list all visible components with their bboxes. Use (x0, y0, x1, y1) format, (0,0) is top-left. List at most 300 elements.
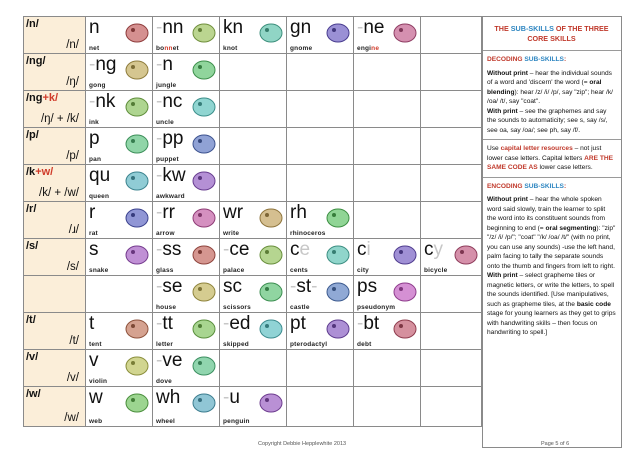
grapheme-part: - (89, 91, 96, 112)
example-word (357, 267, 369, 274)
example-word-part: tent (89, 341, 102, 348)
grapheme-part: i (366, 239, 371, 260)
grapheme-cell (153, 202, 220, 239)
example-word (223, 45, 238, 52)
picture-icon (124, 390, 150, 414)
grapheme-cell (421, 387, 482, 427)
page-number: Page 5 of 6 (541, 441, 570, 447)
example-word (89, 45, 99, 52)
grapheme-cell (153, 313, 220, 350)
grapheme-part: tt (162, 313, 173, 334)
example-word (156, 378, 172, 385)
picture-icon (124, 57, 150, 81)
grapheme-cell (220, 350, 287, 387)
sound-label (26, 18, 39, 30)
example-word (156, 193, 185, 200)
example-word (156, 341, 173, 348)
example-word-part: queen (89, 193, 110, 200)
grapheme (357, 276, 377, 298)
ipa-symbol: /k/ + /w/ (39, 187, 79, 199)
example-word (89, 378, 107, 385)
grapheme-part: s (89, 239, 99, 260)
grapheme (89, 128, 100, 150)
grapheme-cell (153, 17, 220, 54)
grapheme-cell (86, 313, 153, 350)
grapheme-part: - (290, 276, 297, 297)
grapheme-cell (354, 202, 421, 239)
example-word (156, 119, 174, 126)
grapheme-cell (287, 165, 354, 202)
grapheme-part: c (357, 239, 367, 260)
example-word-part: pan (89, 156, 102, 163)
example-word (156, 304, 176, 311)
grapheme-cell (220, 387, 287, 427)
example-word (89, 193, 109, 200)
sound-cell (24, 313, 86, 350)
sound-label-part: /ng (26, 92, 43, 104)
grapheme-part: ce (229, 239, 250, 260)
grapheme-cell (220, 91, 287, 128)
grapheme-cell (421, 17, 482, 54)
grapheme (223, 387, 240, 409)
example-word-part: uncle (156, 119, 174, 126)
grapheme-part: - (89, 54, 96, 75)
example-word (223, 341, 249, 348)
grapheme-part: ng (95, 54, 117, 75)
sound-cell (24, 387, 86, 427)
grapheme (357, 239, 371, 261)
grapheme-part: ne (363, 17, 385, 38)
example-word (357, 45, 379, 52)
sound-label-part: /ng/ (26, 55, 46, 67)
example-word (156, 82, 176, 89)
sound-cell (24, 54, 86, 91)
picture-icon (191, 316, 217, 340)
example-word (89, 267, 108, 274)
grapheme-part: ve (162, 350, 183, 371)
ipa-symbol: /t/ (69, 335, 79, 347)
grapheme-cell (421, 91, 482, 128)
grapheme (89, 17, 100, 39)
example-word-part: skipped (223, 341, 249, 348)
example-word (290, 341, 327, 348)
ipa-symbol: /w/ (64, 412, 79, 424)
picture-icon (191, 353, 217, 377)
grapheme (89, 239, 99, 261)
example-word-part: pterodactyl (290, 341, 328, 348)
grapheme-cell (153, 128, 220, 165)
example-word-part: net (89, 45, 100, 52)
example-word (290, 267, 308, 274)
picture-icon (258, 20, 284, 44)
grapheme-part: - (357, 17, 364, 38)
grapheme-part: st (296, 276, 312, 297)
decoding-without-print: Without print – hear the individual sounds of a word and 'discern' the word (= oral blending): hear /z/ /i/ /p/, say "zip"; hear /k/ /oa/ /t/, say "coat". (487, 69, 613, 105)
grapheme-part: rh (290, 202, 307, 223)
grapheme (89, 165, 110, 187)
sound-label (26, 314, 36, 326)
grapheme-cell (421, 165, 482, 202)
picture-icon (258, 242, 284, 266)
ipa-symbol: /s/ (66, 261, 79, 273)
grapheme-cell (354, 128, 421, 165)
grapheme-part: ed (229, 313, 251, 334)
example-word-part: debt (357, 341, 372, 348)
capital-letters-note: Use capital letter resources – not just lower case letters. Capital letters ARE THE SAME CODE AS lower case letters. (487, 145, 614, 171)
grapheme-part: - (223, 387, 230, 408)
example-word (357, 341, 372, 348)
sound-grapheme-table (23, 16, 482, 427)
grapheme-part: t (89, 313, 95, 334)
picture-icon (191, 279, 217, 303)
grapheme-cell (354, 165, 421, 202)
grapheme-cell (354, 17, 421, 54)
sound-cell (24, 350, 86, 387)
example-word-part: write (223, 230, 240, 237)
decoding-heading: DECODING SUB-SKILLS: (487, 56, 567, 63)
grapheme (89, 54, 116, 76)
sound-cell (24, 17, 86, 54)
grapheme-part: c (424, 239, 434, 260)
sound-row (24, 91, 482, 128)
grapheme (89, 91, 115, 113)
sound-row (24, 276, 482, 313)
picture-icon (258, 205, 284, 229)
picture-icon (124, 205, 150, 229)
grapheme-cell (153, 54, 220, 91)
grapheme (156, 276, 182, 298)
grapheme-part: ps (357, 276, 378, 297)
example-word-part: jungle (156, 82, 177, 89)
grapheme (156, 165, 186, 187)
grapheme (290, 239, 310, 261)
grapheme (156, 350, 182, 372)
picture-icon (124, 20, 150, 44)
picture-icon (325, 316, 351, 340)
grapheme-cell (86, 239, 153, 276)
example-word-part: wheel (156, 418, 176, 425)
grapheme-part: - (156, 91, 163, 112)
grapheme-cell (287, 276, 354, 313)
grapheme-part: rr (162, 202, 175, 223)
example-word (424, 267, 447, 274)
grapheme-part: wr (223, 202, 244, 223)
example-word-part: letter (156, 341, 174, 348)
grapheme-cell (153, 91, 220, 128)
grapheme-cell (421, 239, 482, 276)
picture-icon (392, 279, 418, 303)
sound-row (24, 202, 482, 239)
grapheme (156, 313, 173, 335)
picture-icon (258, 390, 284, 414)
panel-title: THE SUB-SKILLS OF THE THREE CORE SKILLS (494, 24, 609, 43)
divider (483, 139, 621, 140)
sound-label (26, 92, 58, 104)
picture-icon (191, 242, 217, 266)
sound-row (24, 17, 482, 54)
example-word-part: house (156, 304, 177, 311)
example-word-part: ne (371, 45, 380, 52)
grapheme-cell (354, 54, 421, 91)
grapheme-part: - (156, 128, 163, 149)
sub-skills-panel (482, 16, 622, 448)
grapheme (156, 54, 173, 76)
picture-icon (124, 316, 150, 340)
grapheme-part: w (89, 387, 103, 408)
sound-row (24, 387, 482, 427)
sound-label-part: /k (26, 166, 36, 178)
grapheme-part: r (89, 202, 96, 223)
example-word-part: gong (89, 82, 106, 89)
encoding-heading: ENCODING SUB-SKILLS: (487, 182, 567, 190)
example-word-part: glass (156, 267, 174, 274)
grapheme (223, 276, 242, 298)
picture-icon (392, 242, 418, 266)
grapheme (424, 239, 443, 261)
grapheme-cell (354, 239, 421, 276)
sound-cell (24, 165, 86, 202)
example-word (290, 304, 310, 311)
example-word (89, 119, 99, 126)
grapheme (156, 239, 181, 261)
example-word (223, 267, 244, 274)
grapheme-part: nn (162, 17, 184, 38)
grapheme-cell (86, 17, 153, 54)
grapheme-part: p (89, 128, 100, 149)
grapheme-cell (86, 202, 153, 239)
picture-icon (258, 316, 284, 340)
grapheme-part: kw (162, 165, 186, 186)
grapheme-part: qu (89, 165, 111, 186)
sound-label (26, 203, 36, 215)
example-word-part: puppet (156, 156, 179, 163)
example-word (89, 418, 102, 425)
ipa-symbol: /n/ (66, 39, 79, 51)
grapheme-cell (421, 313, 482, 350)
grapheme-cell (354, 350, 421, 387)
picture-icon (191, 205, 217, 229)
example-word-part: dove (156, 378, 172, 385)
grapheme-cell (287, 17, 354, 54)
copyright-text: Copyright Debbie Hepplewhite 2013 (258, 441, 347, 447)
grapheme (156, 91, 182, 113)
grapheme (223, 17, 243, 39)
sound-row (24, 239, 482, 276)
grapheme-cell (287, 91, 354, 128)
grapheme-cell (86, 276, 153, 313)
ipa-symbol: /ŋ/ + /k/ (40, 113, 79, 125)
example-word (89, 156, 101, 163)
grapheme-part: n (162, 54, 173, 75)
picture-icon (325, 205, 351, 229)
picture-icon (191, 57, 217, 81)
example-word (156, 45, 179, 52)
grapheme-part: bt (363, 313, 380, 334)
grapheme-cell (153, 387, 220, 427)
grapheme-part: - (156, 202, 163, 223)
grapheme-part: pt (290, 313, 306, 334)
grapheme (156, 202, 175, 224)
sound-label-part: /n/ (26, 18, 39, 30)
example-word (156, 267, 174, 274)
example-word-part: scissors (223, 304, 251, 311)
sound-row (24, 350, 482, 387)
grapheme (357, 313, 379, 335)
example-word (223, 418, 250, 425)
example-word-part: pseudonym (357, 304, 396, 311)
grapheme-part: nc (162, 91, 183, 112)
example-word (290, 45, 312, 52)
grapheme-cell (86, 128, 153, 165)
grapheme-cell (287, 202, 354, 239)
sound-row (24, 165, 482, 202)
picture-icon (392, 20, 418, 44)
sound-cell (24, 276, 86, 313)
grapheme-part: - (223, 313, 230, 334)
grapheme-part: - (156, 350, 163, 371)
example-word (156, 418, 175, 425)
sound-label (26, 388, 41, 400)
picture-icon (124, 242, 150, 266)
grapheme-part: - (156, 276, 163, 297)
decoding-with-print: With print – see the graphemes and say the sounds to automaticity; see s, say /s/, see oa, say /oa/; see ph, say /f/. (487, 107, 608, 134)
grapheme-cell (287, 54, 354, 91)
example-word (156, 156, 179, 163)
example-word-part: web (89, 418, 103, 425)
example-word-part: bo (156, 45, 165, 52)
example-word-part: castle (290, 304, 310, 311)
sound-label-part: /p/ (26, 129, 39, 141)
grapheme-cell (287, 313, 354, 350)
example-word (357, 304, 395, 311)
sound-label-part: /s/ (26, 240, 39, 252)
example-word-part: ink (89, 119, 99, 126)
grapheme-cell (153, 350, 220, 387)
sound-label-part: /r/ (26, 203, 37, 215)
grapheme-cell (421, 202, 482, 239)
encoding-without-print: Without print – hear the whole spoken word said slowly, train the learner to split the word into its constituent sounds from beginning to end (= oral segmenting): "zip" "/z/ /i/ /p/"; "coat" "/k/ /oa/ /t/" (with no print, you can use any sounds) -use the left hand, palm facing to tally the separate sounds onto the thumb and fingers from left to right. (487, 196, 616, 270)
grapheme-part: - (156, 17, 163, 38)
grapheme-part: n (89, 17, 100, 38)
sound-row (24, 313, 482, 350)
grapheme (357, 17, 384, 39)
grapheme-cell (153, 239, 220, 276)
grapheme-part: - (156, 313, 163, 334)
grapheme-part: nk (95, 91, 116, 112)
sound-cell (24, 128, 86, 165)
ipa-symbol: /v/ (66, 372, 79, 384)
example-word-part: violin (89, 378, 108, 385)
ipa-symbol: /ŋ/ (66, 76, 79, 88)
grapheme (156, 128, 183, 150)
grapheme (223, 239, 249, 261)
grapheme-cell (354, 276, 421, 313)
grapheme-part: c (290, 239, 300, 260)
picture-icon (124, 131, 150, 155)
grapheme (223, 202, 243, 224)
sound-label-part: /w/ (26, 388, 41, 400)
sound-label (26, 166, 53, 178)
page-footer (0, 440, 638, 452)
grapheme-part: - (156, 165, 163, 186)
grapheme (89, 202, 95, 224)
example-word-part: nn (164, 45, 173, 52)
example-word (223, 304, 251, 311)
grapheme-cell (421, 276, 482, 313)
grapheme (89, 350, 99, 372)
grapheme-cell (220, 165, 287, 202)
grapheme-cell (354, 387, 421, 427)
grapheme-cell (421, 54, 482, 91)
example-word-part: penguin (223, 418, 250, 425)
grapheme-cell (86, 91, 153, 128)
example-word-part: gnome (290, 45, 313, 52)
picture-icon (191, 20, 217, 44)
picture-icon (392, 316, 418, 340)
grapheme-part: e (299, 239, 311, 260)
grapheme (290, 202, 307, 224)
grapheme-part: kn (223, 17, 244, 38)
grapheme-cell (287, 350, 354, 387)
example-word (290, 230, 326, 237)
grapheme-cell (220, 239, 287, 276)
example-word (89, 230, 98, 237)
example-word-part: bicycle (424, 267, 448, 274)
grapheme-part: u (229, 387, 240, 408)
example-word-part: awkward (156, 193, 185, 200)
grapheme-cell (220, 276, 287, 313)
picture-icon (124, 353, 150, 377)
grapheme-cell (354, 313, 421, 350)
sound-label-part: +w/ (35, 166, 54, 178)
divider (483, 50, 621, 51)
picture-icon (191, 131, 217, 155)
grapheme-part: y (433, 239, 443, 260)
example-word (223, 230, 239, 237)
grapheme-part: - (156, 239, 163, 260)
grapheme-cell (287, 239, 354, 276)
grapheme-cell (220, 17, 287, 54)
divider (483, 177, 621, 178)
ipa-symbol: /p/ (66, 150, 79, 162)
grapheme-cell (153, 165, 220, 202)
grapheme-cell (421, 128, 482, 165)
grapheme (290, 276, 317, 298)
grapheme-part: - (156, 54, 163, 75)
grapheme-part: ss (162, 239, 182, 260)
example-word (89, 341, 102, 348)
picture-icon (325, 242, 351, 266)
picture-icon (453, 242, 479, 266)
example-word-part: city (357, 267, 370, 274)
picture-icon (124, 94, 150, 118)
picture-icon (191, 390, 217, 414)
example-word-part: arrow (156, 230, 175, 237)
grapheme-part: wh (156, 387, 181, 408)
grapheme-cell (220, 313, 287, 350)
sound-label-part: /v/ (26, 351, 39, 363)
grapheme (156, 17, 183, 39)
grapheme-part: - (223, 239, 230, 260)
sound-cell (24, 91, 86, 128)
picture-icon (325, 20, 351, 44)
grapheme-cell (86, 54, 153, 91)
grapheme-cell (86, 350, 153, 387)
picture-icon (124, 168, 150, 192)
grapheme-part: - (311, 276, 318, 297)
grapheme-cell (220, 202, 287, 239)
picture-icon (325, 279, 351, 303)
